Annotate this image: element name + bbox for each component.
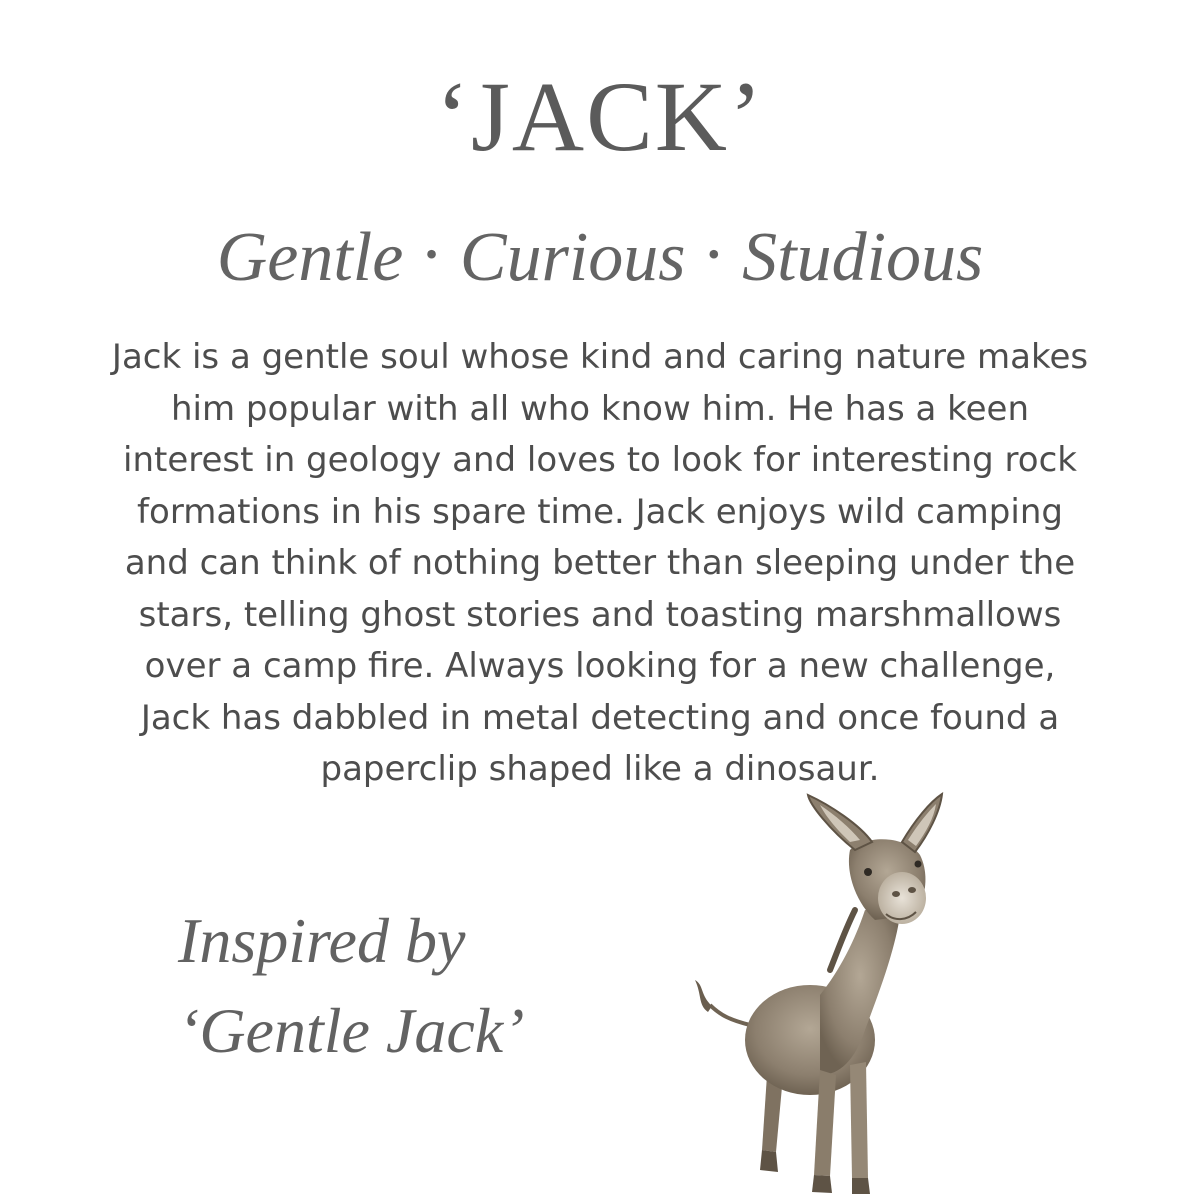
bio-line: paperclip shaped like a dinosaur. bbox=[320, 749, 880, 789]
traits-line bbox=[0, 212, 1200, 300]
bio-line: over a camp fire. Always looking for a new challenge, bbox=[144, 646, 1056, 686]
bio-line: stars, telling ghost stories and toasting marshmallows bbox=[138, 594, 1062, 635]
inspired-line-1: Inspired by bbox=[178, 905, 466, 976]
trait-separator: • bbox=[425, 234, 438, 274]
trait-studious: Studious bbox=[742, 219, 984, 296]
character-bio bbox=[90, 332, 1110, 796]
trait-curious: Curious bbox=[459, 219, 686, 296]
bio-line: Jack is a gentle soul whose kind and caring nature makes bbox=[111, 337, 1089, 377]
trait-gentle: Gentle bbox=[216, 219, 404, 296]
bio-line: and can think of nothing better than sleeping under the bbox=[124, 543, 1076, 583]
inspired-by-caption bbox=[178, 896, 598, 1076]
bio-line: Jack has dabbled in metal detecting and once found a bbox=[140, 697, 1060, 738]
trait-separator: • bbox=[707, 234, 721, 274]
character-title: ‘JACK’ bbox=[435, 61, 765, 172]
donkey-illustration bbox=[690, 790, 970, 1200]
bio-line: him popular with all who know him. He has a keen bbox=[170, 388, 1030, 429]
bio-line: interest in geology and loves to look for interesting rock bbox=[123, 440, 1077, 480]
inspired-line-2: ‘Gentle Jack’ bbox=[178, 995, 525, 1066]
bio-line: formations in his spare time. Jack enjoys wild camping bbox=[137, 491, 1063, 532]
